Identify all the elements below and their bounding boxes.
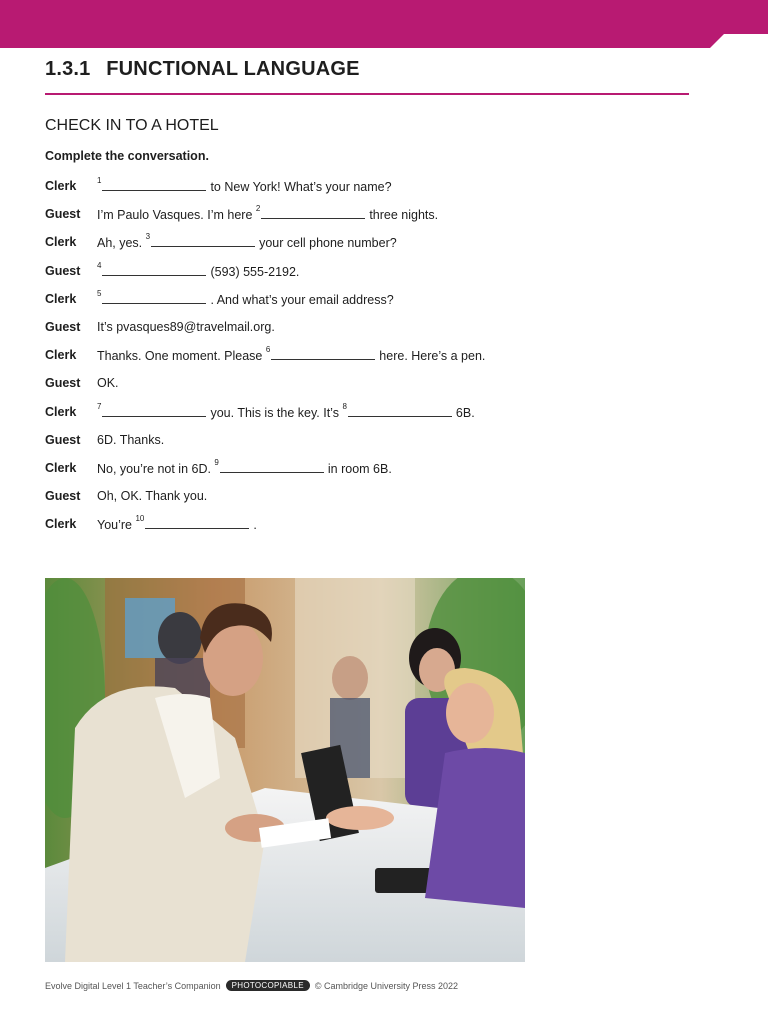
blank-line[interactable] bbox=[145, 516, 249, 529]
dialogue-text bbox=[97, 489, 207, 503]
section-title-text: FUNCTIONAL LANGUAGE bbox=[106, 58, 360, 80]
gap-number: 3 bbox=[145, 232, 151, 242]
dialogue-fragment: OK. bbox=[97, 376, 119, 391]
dialogue-fragment: Oh, OK. Thank you. bbox=[97, 489, 208, 504]
answer-blank[interactable] bbox=[97, 260, 210, 279]
gap-number: 2 bbox=[255, 204, 261, 214]
dialogue-fragment: You’re bbox=[97, 518, 136, 533]
gap-number: 8 bbox=[342, 401, 347, 411]
speaker-label: Guest bbox=[45, 263, 81, 278]
answer-blank[interactable] bbox=[135, 516, 253, 532]
title-rule bbox=[45, 93, 689, 95]
dialogue-line bbox=[45, 482, 645, 510]
gap-number: 1 bbox=[97, 176, 102, 186]
speaker-label: Guest bbox=[45, 489, 81, 504]
answer-blank[interactable] bbox=[97, 178, 210, 194]
blank-line[interactable] bbox=[151, 234, 255, 247]
dialogue-text bbox=[97, 178, 392, 194]
speaker-label: Guest bbox=[45, 376, 81, 391]
speaker-label: Clerk bbox=[45, 235, 77, 250]
speaker-label: Guest bbox=[45, 432, 81, 447]
page-footer bbox=[45, 980, 458, 991]
answer-blank[interactable] bbox=[214, 457, 327, 476]
dialogue-fragment: . bbox=[253, 518, 257, 533]
dialogue-line bbox=[45, 228, 645, 256]
dialogue-line bbox=[45, 426, 645, 454]
dialogue-fragment: in room 6B. bbox=[327, 461, 392, 476]
top-color-band bbox=[0, 0, 768, 48]
photocopiable-badge: PHOTOCOPIABLE bbox=[226, 980, 310, 991]
dialogue-text bbox=[97, 206, 438, 222]
dialogue-line bbox=[45, 454, 645, 482]
blank-line[interactable] bbox=[102, 263, 206, 276]
dialogue-fragment: three nights. bbox=[369, 208, 439, 223]
answer-blank[interactable] bbox=[97, 401, 210, 420]
dialogue-text bbox=[97, 401, 475, 420]
answer-blank[interactable] bbox=[146, 234, 259, 250]
blank-line[interactable] bbox=[102, 178, 206, 191]
dialogue-text bbox=[97, 260, 300, 279]
section-title bbox=[45, 58, 360, 81]
dialogue-fragment: (593) 555-2192. bbox=[210, 264, 300, 279]
dialogue-fragment: It’s pvasques89@travelmail.org. bbox=[97, 320, 275, 335]
dialogue-text bbox=[97, 516, 257, 532]
dialogue-fragment: to New York! What’s your name? bbox=[210, 180, 392, 195]
footer-copyright: © Cambridge University Press 2022 bbox=[314, 980, 459, 991]
dialogue-text bbox=[97, 288, 394, 307]
dialogue-text bbox=[97, 347, 485, 363]
dialogue-line bbox=[45, 200, 645, 228]
dialogue-fragment: Ah, yes. bbox=[97, 236, 146, 251]
blank-line[interactable] bbox=[102, 291, 206, 304]
dialogue-fragment: here. Here’s a pen. bbox=[379, 349, 486, 364]
gap-number: 6 bbox=[265, 345, 271, 355]
speaker-label: Clerk bbox=[45, 291, 77, 306]
speaker-label: Clerk bbox=[45, 460, 77, 475]
dialogue-line bbox=[45, 398, 645, 426]
dialogue-fragment: I’m Paulo Vasques. I’m here bbox=[97, 208, 256, 223]
dialogue-fragment: your cell phone number? bbox=[259, 236, 397, 251]
footer-publication: Evolve Digital Level 1 Teacher’s Companion bbox=[45, 980, 221, 991]
blank-line[interactable] bbox=[348, 404, 452, 417]
dialogue-text bbox=[97, 457, 392, 476]
speaker-label: Clerk bbox=[45, 404, 77, 419]
speaker-label: Clerk bbox=[45, 517, 77, 532]
dialogue-fragment: 6B. bbox=[455, 405, 475, 420]
dialogue-fragment: . And what’s your email address? bbox=[210, 292, 394, 307]
answer-blank[interactable] bbox=[97, 288, 210, 307]
dialogue-line bbox=[45, 341, 645, 369]
speaker-label: Guest bbox=[45, 207, 81, 222]
dialogue-fragment: 6D. Thanks. bbox=[97, 432, 165, 447]
dialogue-text bbox=[97, 320, 275, 334]
blank-line[interactable] bbox=[220, 460, 324, 473]
gap-number: 10 bbox=[135, 514, 145, 524]
gap-number: 7 bbox=[97, 401, 102, 411]
speaker-label: Clerk bbox=[45, 348, 77, 363]
gap-number: 5 bbox=[97, 288, 102, 298]
blank-line[interactable] bbox=[102, 404, 206, 417]
instructions: Complete the conversation. bbox=[45, 149, 209, 163]
answer-blank[interactable] bbox=[256, 206, 369, 222]
dialogue-text bbox=[97, 376, 119, 390]
hotel-checkin-photo bbox=[45, 578, 525, 962]
gap-number: 4 bbox=[97, 260, 102, 270]
answer-blank[interactable] bbox=[342, 401, 455, 420]
speaker-label: Guest bbox=[45, 320, 81, 335]
blank-line[interactable] bbox=[271, 347, 375, 360]
activity-heading: CHECK IN TO A HOTEL bbox=[45, 117, 219, 134]
conversation bbox=[45, 172, 645, 538]
dialogue-fragment: Thanks. One moment. Please bbox=[97, 349, 266, 364]
dialogue-line bbox=[45, 257, 645, 285]
blank-line[interactable] bbox=[261, 206, 365, 219]
dialogue-line bbox=[45, 285, 645, 313]
dialogue-line bbox=[45, 313, 645, 341]
dialogue-text bbox=[97, 433, 164, 447]
dialogue-text bbox=[97, 234, 397, 250]
dialogue-fragment: you. This is the key. It’s bbox=[210, 405, 343, 420]
answer-blank[interactable] bbox=[266, 347, 379, 363]
dialogue-line bbox=[45, 369, 645, 397]
dialogue-line bbox=[45, 172, 645, 200]
dialogue-line bbox=[45, 510, 645, 538]
section-number: 1.3.1 bbox=[45, 58, 91, 80]
dialogue-fragment: No, you’re not in 6D. bbox=[97, 461, 215, 476]
gap-number: 9 bbox=[214, 457, 219, 467]
speaker-label: Clerk bbox=[45, 179, 77, 194]
